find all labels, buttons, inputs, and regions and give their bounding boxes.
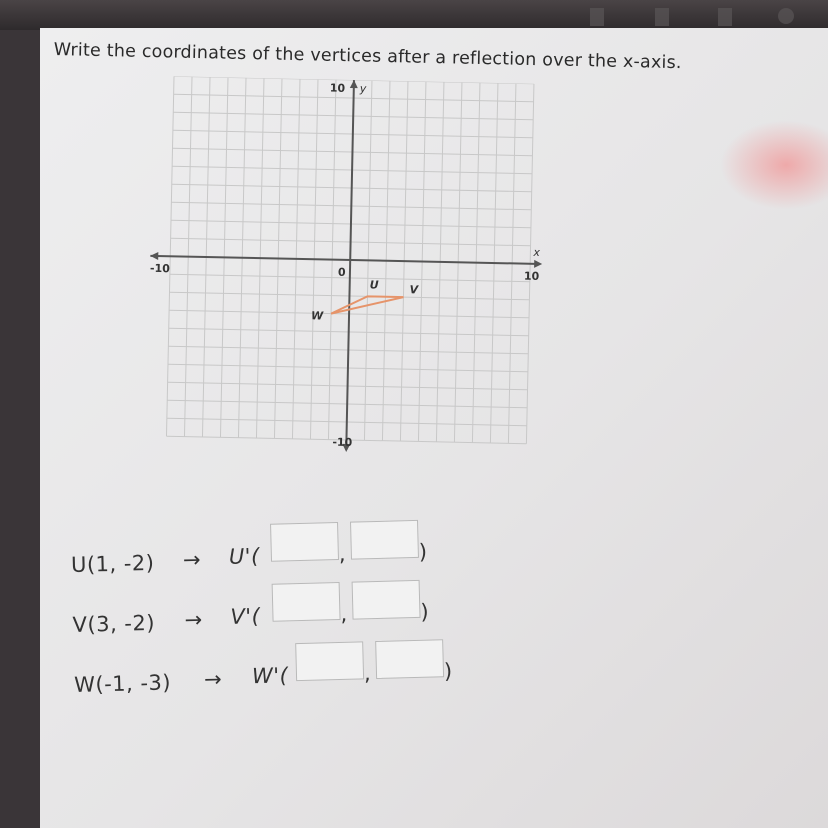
point-label-v: V xyxy=(409,283,419,297)
comma: , xyxy=(363,661,372,686)
arrow-icon: → xyxy=(182,547,202,573)
x-coordinate-input[interactable] xyxy=(295,641,364,681)
device-bezel xyxy=(0,0,828,30)
tick-label-x-left: -10 xyxy=(149,261,170,276)
tick-label-x-right: 10 xyxy=(523,269,540,283)
bookmark-icon xyxy=(718,8,732,26)
close-paren: ) xyxy=(443,659,453,684)
tick-label-origin: 0 xyxy=(337,265,346,279)
coordinate-grid xyxy=(146,76,554,464)
comma: , xyxy=(338,541,347,566)
y-coordinate-input[interactable] xyxy=(375,639,444,679)
original-point: W(-1, -3) xyxy=(73,670,172,697)
image-point-prefix: W'( xyxy=(251,663,289,689)
screen-glare xyxy=(720,120,828,210)
original-point: V(3, -2) xyxy=(72,610,156,637)
y-coordinate-input[interactable] xyxy=(352,580,421,620)
problems-list xyxy=(70,512,575,705)
point-label-u: U xyxy=(369,278,379,292)
close-paren: ) xyxy=(418,539,428,564)
tick-label-y-bottom: -10 xyxy=(332,435,353,450)
bookmark-icon xyxy=(655,8,669,26)
x-coordinate-input[interactable] xyxy=(270,522,339,562)
arrow-icon: → xyxy=(184,607,203,633)
question-text: Write the coordinates of the vertices after a reflection over the x-axis. xyxy=(53,40,682,74)
y-coordinate-input[interactable] xyxy=(350,520,419,560)
close-paren: ) xyxy=(420,599,430,624)
point-label-w: W xyxy=(310,309,324,323)
gear-icon xyxy=(778,8,794,24)
tick-label-y-top: 10 xyxy=(329,81,346,95)
comma: , xyxy=(340,601,348,626)
arrow-icon: → xyxy=(203,667,223,692)
x-axis-label: x xyxy=(533,245,541,259)
image-point-prefix: U'( xyxy=(228,544,261,569)
image-point-prefix: V'( xyxy=(230,604,261,629)
x-coordinate-input[interactable] xyxy=(272,582,341,622)
y-axis-label: y xyxy=(359,82,367,96)
bookmark-icon xyxy=(590,8,604,26)
original-point: U(1, -2) xyxy=(70,550,155,577)
